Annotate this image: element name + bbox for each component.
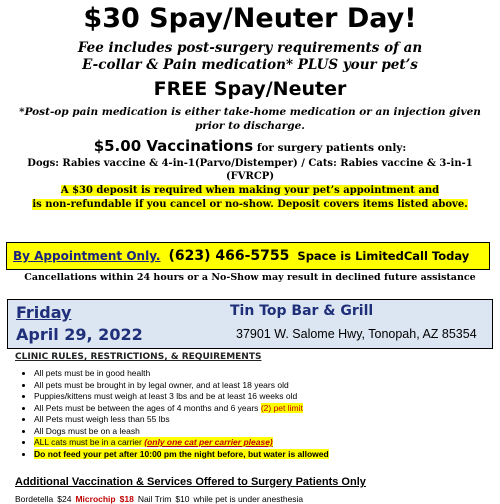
vaccinations-detail-2: (FVRCP) — [225, 171, 275, 182]
rule-age-text: All Pets must be between the ages of 4 months and 6 years — [34, 402, 259, 413]
vaccinations-price: $5.00 Vaccinations — [93, 137, 254, 155]
list-item: • All Pets must weigh less than 55 lbs — [34, 414, 500, 426]
vaccinations-qualifier: for surgery patients only: — [253, 142, 407, 154]
deposit-line-1: A $30 deposit is required when making your pet’s appointment and — [60, 185, 440, 196]
list-item: • All Dogs must be on a leash — [34, 426, 500, 438]
event-address: 37901 W. Salome Hwy, Tonopah, AZ 85354 — [236, 327, 477, 341]
additional-services-heading: Additional Vaccination & Services Offered to Surgery Patients Only — [15, 476, 366, 488]
event-date: April 29, 2022 — [16, 325, 143, 344]
fee-line-1: Fee includes post-surgery requirements of an — [77, 40, 423, 56]
cancellation-note: Cancellations within 24 hours or a No-Show may result in declined future assistance — [24, 272, 476, 283]
rules-heading: CLINIC RULES, RESTRICTIONS, & REQUIREMENTS — [15, 352, 262, 362]
list-item: • Puppies/kittens must weigh at least 3 lbs and be at least 16 weeks old — [34, 391, 500, 403]
rule-carrier-main: ALL cats must be in a carrier — [34, 437, 142, 447]
appointment-banner — [6, 242, 490, 270]
by-appointment-label: By Appointment Only. — [13, 249, 161, 263]
fee-line-2: E-collar & Pain medication* PLUS your pet’s — [82, 57, 418, 73]
rule-feeding-text: Do not feed your pet after 10:00 pm the night before, but water is allowed — [34, 448, 329, 459]
list-item — [34, 449, 500, 461]
page-title: $30 Spay/Neuter Day! — [83, 3, 417, 34]
service-note: while pet is under anesthesia — [193, 494, 304, 504]
pet-limit-tag: (2) pet limit — [260, 402, 303, 413]
postop-note: *Post-op pain medication is either take-home medication or an injection given prior to discharge. — [19, 106, 481, 132]
vaccinations-detail-1: Dogs: Rabies vaccine & 4-in-1(Parvo/Distemper) / Cats: Rabies vaccine & 3-in-1 — [27, 158, 473, 169]
list-item: • All pets must be in good health — [34, 368, 500, 380]
service-price: $18 — [119, 494, 134, 504]
rule-carrier-text — [34, 437, 273, 447]
list-item — [34, 403, 500, 415]
deposit-line-2: is non-refundable if you cancel or no-show. Deposit covers items listed above. — [32, 199, 468, 210]
event-day: Friday — [16, 303, 72, 322]
fee-description — [0, 40, 500, 74]
event-venue: Tin Top Bar & Grill — [230, 303, 374, 319]
list-item — [34, 437, 500, 449]
rules-list — [18, 368, 500, 460]
vaccinations-heading — [0, 137, 500, 157]
list-item: • All pets must be brought in by legal owner, and at least 18 years old — [34, 380, 500, 392]
service-name: Microchip — [75, 494, 116, 504]
service-name: Bordetella — [15, 494, 54, 504]
additional-services-row — [15, 494, 307, 504]
service-name: Nail Trim — [137, 494, 172, 504]
service-price: $24 — [57, 494, 72, 504]
event-details — [7, 299, 493, 349]
deposit-notice — [0, 184, 500, 212]
phone-number[interactable]: (623) 466-5755 — [168, 248, 290, 264]
space-limited-label: Space is LimitedCall Today — [297, 249, 470, 263]
service-price: $10 — [175, 494, 190, 504]
free-spay-neuter-heading: FREE Spay/Neuter — [153, 78, 347, 100]
carrier-note-tag: (only one cat per carrier please) — [144, 437, 273, 447]
